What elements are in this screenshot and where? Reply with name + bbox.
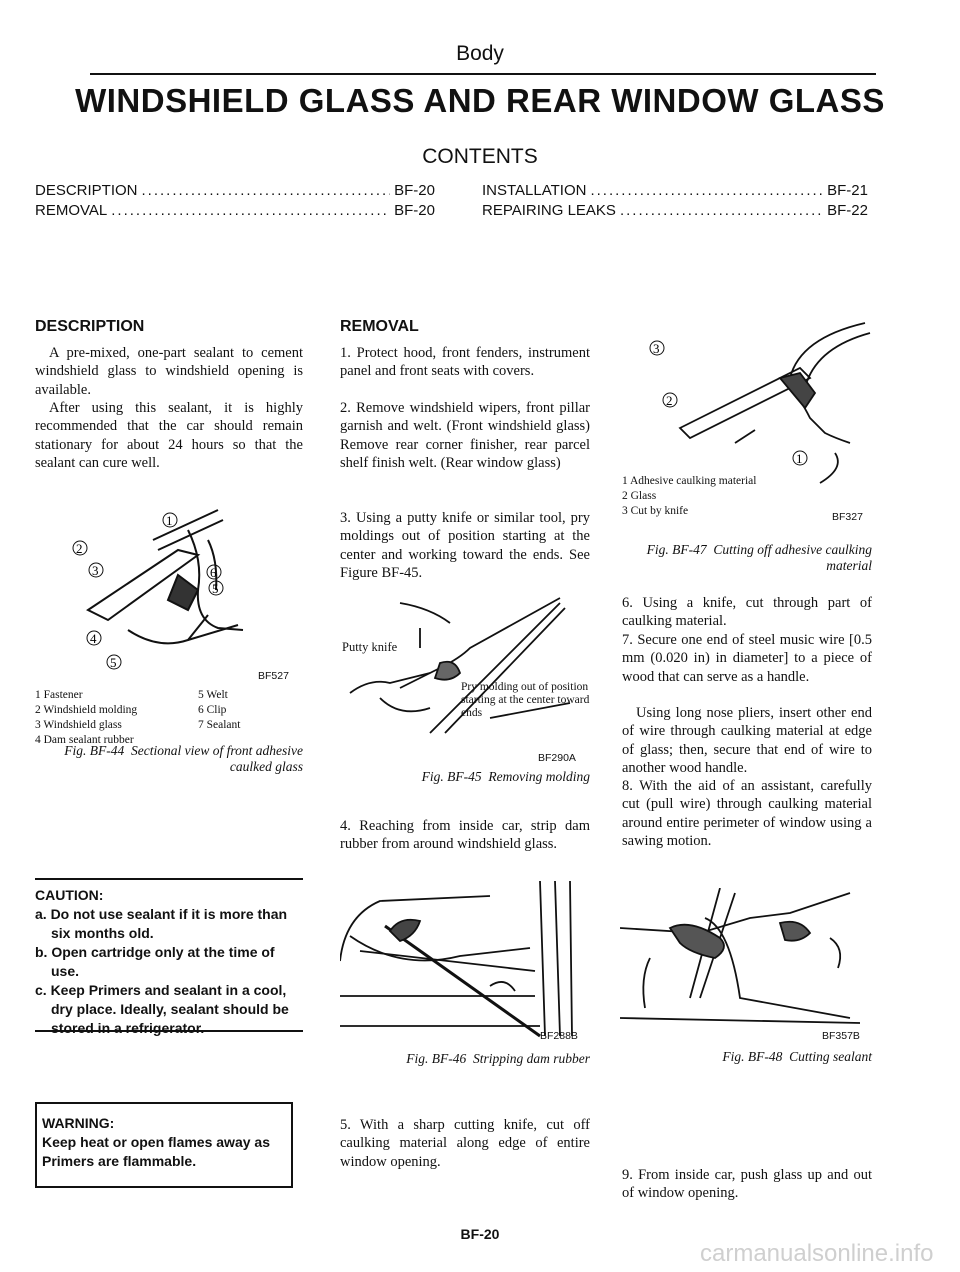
toc-label: REMOVAL <box>35 202 108 219</box>
svg-text:5: 5 <box>110 655 117 670</box>
legend-item: 2 Windshield molding <box>35 704 138 716</box>
caution-rule <box>35 1030 303 1032</box>
pry-molding-label: Pry molding out of position starting at the center toward ends <box>461 681 590 719</box>
figure-number: Fig. BF-48 <box>722 1049 783 1064</box>
figure-caption <box>622 542 872 574</box>
legend-item: 2 Glass <box>622 490 657 502</box>
svg-text:1: 1 <box>796 451 803 466</box>
section-header: Body <box>456 42 504 65</box>
svg-text:4: 4 <box>90 631 97 646</box>
figure-bf48-illustration <box>620 888 875 1028</box>
figure-bf46-illustration <box>340 876 590 1046</box>
toc-page: BF-20 <box>394 182 435 199</box>
header-rule <box>90 73 876 75</box>
figure-legend-left <box>35 688 195 748</box>
legend-item: 5 Welt <box>198 689 228 701</box>
legend-item: 1 Adhesive caulking material <box>622 475 757 487</box>
watermark: carmanualsonline.info <box>700 1240 934 1267</box>
removal-step-4: 4. Reaching from inside car, strip dam rubber from around windshield glass. <box>340 818 590 853</box>
warning-heading: WARNING: <box>42 1115 115 1131</box>
figure-caption <box>35 743 303 775</box>
toc-label: REPAIRING LEAKS <box>482 202 616 219</box>
figure-legend <box>622 474 762 519</box>
putty-knife-label: Putty knife <box>342 640 398 654</box>
legend-item: 1 Fastener <box>35 689 83 701</box>
svg-text:1: 1 <box>166 513 173 528</box>
figure-number: Fig. BF-45 <box>421 769 482 784</box>
figure-caption <box>622 1049 872 1065</box>
figure-code: BF527 <box>258 670 289 682</box>
legend-item: 6 Clip <box>198 704 227 716</box>
figure-bf47-illustration <box>640 318 880 488</box>
removal-heading: REMOVAL <box>340 318 419 335</box>
figure-number: Fig. BF-47 <box>646 542 707 557</box>
warning-box <box>35 1102 293 1188</box>
figure-code: BF357B <box>822 1030 860 1042</box>
description-paragraph-2: After using this sealant, it is highly recommended that the car should remain stationary for about 24 hours so that the sealant can cure well. <box>35 400 303 471</box>
legend-item: 7 Sealant <box>198 719 241 731</box>
figure-legend-right <box>198 688 288 733</box>
figure-caption-text: Cutting off adhesive caulking material <box>713 542 872 573</box>
figure-number: Fig. BF-44 <box>64 743 125 758</box>
caution-block <box>35 886 303 1038</box>
toc-label: INSTALLATION <box>482 182 587 199</box>
removal-step-1: 1. Protect hood, front fenders, instrument panel and front seats with covers. <box>340 345 590 380</box>
figure-code: BF327 <box>832 511 863 523</box>
toc-page: BF-21 <box>827 182 868 199</box>
toc-page: BF-22 <box>827 202 868 219</box>
svg-text:3: 3 <box>92 563 99 578</box>
legend-item: 3 Cut by knife <box>622 505 689 517</box>
warning-text: Keep heat or open flames away as Primers are flammable. <box>42 1134 270 1169</box>
removal-step-5: 5. With a sharp cutting knife, cut off caulking material along edge of entire window opening. <box>340 1117 590 1170</box>
figure-caption-text: Sectional view of front adhesive caulked glass <box>131 743 303 774</box>
figure-caption <box>340 769 590 785</box>
figure-bf44-illustration <box>68 500 268 680</box>
svg-text:3: 3 <box>653 341 660 356</box>
page-title: WINDSHIELD GLASS AND REAR WINDOW GLASS <box>75 82 885 119</box>
caution-item: a. Do not use sealant if it is more than six months old. <box>35 906 288 941</box>
toc-page: BF-20 <box>394 202 435 219</box>
toc-entry[interactable] <box>35 202 435 219</box>
figure-caption <box>340 1051 590 1067</box>
caution-item: b. Open cartridge only at the time of use. <box>35 944 275 979</box>
caution-rule <box>35 878 303 880</box>
removal-step-7: 7. Secure one end of steel music wire [0.5 mm (0.020 in) in diameter] to a piece of wood that can serve as a handle. <box>622 632 872 685</box>
description-heading: DESCRIPTION <box>35 318 145 335</box>
figure-caption-text: Removing molding <box>488 769 590 784</box>
removal-step-2: 2. Remove windshield wipers, front pillar garnish and welt. (Front windshield glass) Remove rear corner finisher, rear parcel shelf finish welt. (Rear window glass) <box>340 400 590 471</box>
toc-entry[interactable] <box>35 182 435 199</box>
caution-item: c. Keep Primers and sealant in a cool, dry place. Ideally, sealant should be stored in a refrigerator. <box>35 982 289 1036</box>
svg-text:5: 5 <box>212 581 219 596</box>
legend-item: 4 Dam sealant rubber <box>35 734 134 746</box>
figure-code: BF288B <box>540 1030 578 1042</box>
removal-step-6: 6. Using a knife, cut through part of caulking material. <box>622 595 872 630</box>
figure-number: Fig. BF-46 <box>406 1051 467 1066</box>
svg-text:2: 2 <box>666 393 673 408</box>
description-paragraph-1: A pre-mixed, one-part sealant to cement windshield glass to windshield opening is available. <box>35 345 303 398</box>
removal-step-8: 8. With the aid of an assistant, carefully cut (pull wire) through caulking material around entire perimeter of window using a sawing motion. <box>622 778 872 849</box>
toc-entry[interactable] <box>482 182 868 199</box>
figure-code: BF290A <box>538 752 576 764</box>
caution-heading: CAUTION: <box>35 887 104 903</box>
svg-text:6: 6 <box>210 565 217 580</box>
page-number: BF-20 <box>460 1226 500 1242</box>
legend-item: 3 Windshield glass <box>35 719 122 731</box>
figure-caption-text: Stripping dam rubber <box>472 1051 590 1066</box>
svg-text:2: 2 <box>76 541 83 556</box>
removal-step-9: 9. From inside car, push glass up and out of window opening. <box>622 1167 872 1202</box>
removal-step-3: 3. Using a putty knife or similar tool, pry moldings out of position starting at the center and working toward the ends. See Figure BF-45. <box>340 510 590 581</box>
removal-step-7-detail: Using long nose pliers, insert other end of wire through caulking material at edge of glass; then, secure that end of wire to another wood handle. <box>622 705 872 776</box>
toc-label: DESCRIPTION <box>35 182 138 199</box>
contents-heading: CONTENTS <box>422 145 538 168</box>
figure-caption-text: Cutting sealant <box>789 1049 872 1064</box>
toc-entry[interactable] <box>482 202 868 219</box>
